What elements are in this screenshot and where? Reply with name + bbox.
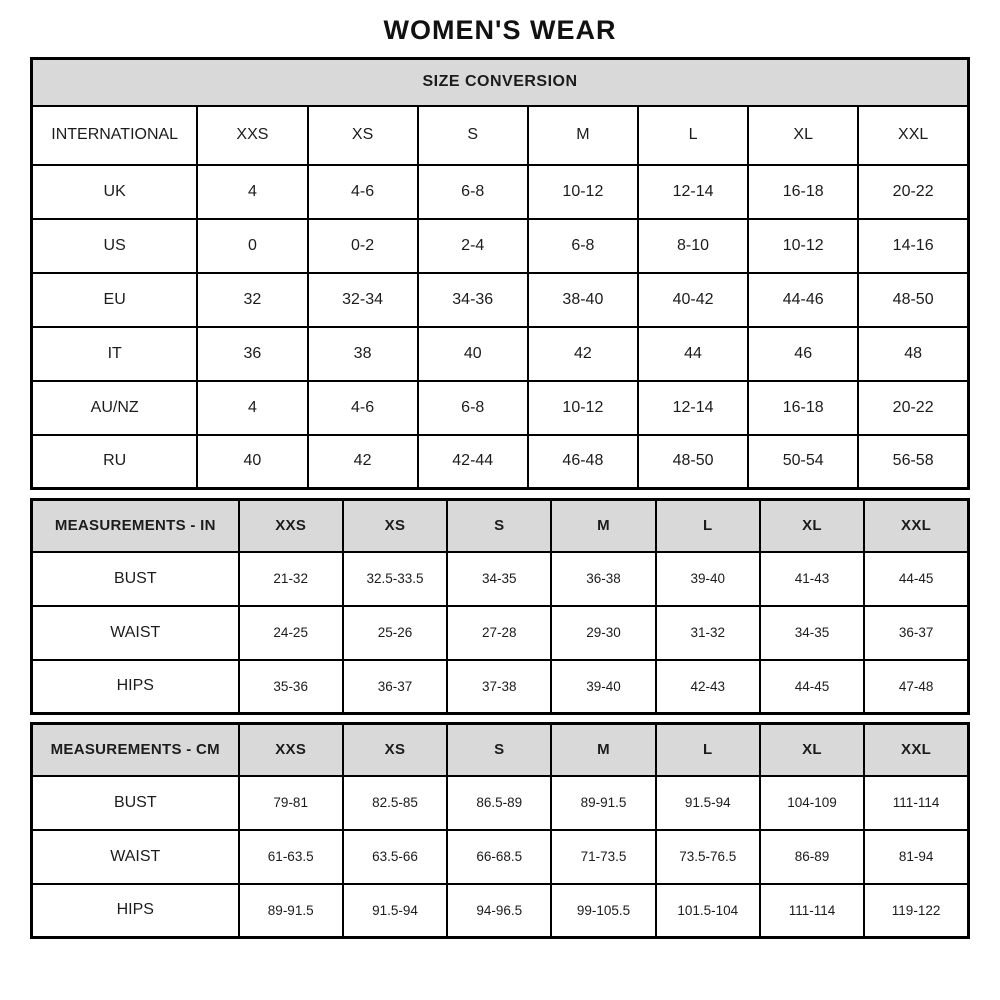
size-value-cell: 32 (197, 273, 307, 327)
size-value-cell: 38 (308, 327, 418, 381)
size-value-cell: 6-8 (528, 219, 638, 273)
size-value-cell: 6-8 (418, 381, 528, 435)
row-label: AU/NZ (32, 381, 198, 435)
row-label: WAIST (32, 606, 239, 660)
table-row (32, 273, 969, 327)
size-value-cell: 6-8 (418, 165, 528, 219)
measurement-value-cell: 94-96.5 (447, 884, 551, 938)
size-value-cell: 46-48 (528, 435, 638, 489)
measurement-value-cell: 37-38 (447, 660, 551, 714)
size-column-header: XXS (197, 106, 307, 165)
measurement-value-cell: 25-26 (343, 606, 447, 660)
size-value-cell: 0 (197, 219, 307, 273)
size-value-cell: 12-14 (638, 165, 748, 219)
measurements-cm-table (30, 722, 970, 939)
table-row (32, 884, 969, 938)
size-value-cell: 42 (308, 435, 418, 489)
measurement-value-cell: 82.5-85 (343, 776, 447, 830)
size-column-header: L (638, 106, 748, 165)
measurement-value-cell: 34-35 (760, 606, 864, 660)
measurement-value-cell: 99-105.5 (551, 884, 655, 938)
measurement-value-cell: 101.5-104 (656, 884, 760, 938)
measurement-value-cell: 44-45 (864, 552, 968, 606)
table-row (32, 776, 969, 830)
size-column-header: S (447, 500, 551, 552)
measurements-in-body (32, 500, 969, 714)
table-row (32, 327, 969, 381)
measurement-value-cell: 34-35 (447, 552, 551, 606)
size-value-cell: 4 (197, 165, 307, 219)
table-row (32, 500, 969, 552)
table-row (32, 830, 969, 884)
row-label: BUST (32, 552, 239, 606)
measurement-value-cell: 111-114 (760, 884, 864, 938)
measurement-value-cell: 32.5-33.5 (343, 552, 447, 606)
size-column-header: XS (343, 724, 447, 776)
measurement-value-cell: 119-122 (864, 884, 968, 938)
measurement-value-cell: 39-40 (551, 660, 655, 714)
size-column-header: L (656, 724, 760, 776)
measurement-value-cell: 31-32 (656, 606, 760, 660)
measurement-value-cell: 36-37 (864, 606, 968, 660)
size-value-cell: 46 (748, 327, 858, 381)
measurements-header: MEASUREMENTS - CM (32, 724, 239, 776)
size-value-cell: 4-6 (308, 165, 418, 219)
table-row (32, 106, 969, 165)
size-value-cell: 40 (418, 327, 528, 381)
size-column-header: XL (748, 106, 858, 165)
size-column-header: S (447, 724, 551, 776)
size-value-cell: 32-34 (308, 273, 418, 327)
size-value-cell: 16-18 (748, 381, 858, 435)
size-column-header: L (656, 500, 760, 552)
measurement-value-cell: 63.5-66 (343, 830, 447, 884)
size-value-cell: 40 (197, 435, 307, 489)
row-label: HIPS (32, 660, 239, 714)
measurement-value-cell: 27-28 (447, 606, 551, 660)
size-column-header: M (551, 500, 655, 552)
table-row (32, 435, 969, 489)
measurement-value-cell: 61-63.5 (239, 830, 343, 884)
measurement-value-cell: 66-68.5 (447, 830, 551, 884)
measurement-value-cell: 29-30 (551, 606, 655, 660)
measurement-value-cell: 42-43 (656, 660, 760, 714)
measurement-value-cell: 89-91.5 (239, 884, 343, 938)
row-label: WAIST (32, 830, 239, 884)
measurement-value-cell: 71-73.5 (551, 830, 655, 884)
size-value-cell: 10-12 (528, 381, 638, 435)
size-value-cell: 4-6 (308, 381, 418, 435)
size-value-cell: 14-16 (858, 219, 968, 273)
measurement-value-cell: 44-45 (760, 660, 864, 714)
size-value-cell: 20-22 (858, 165, 968, 219)
measurement-value-cell: 36-38 (551, 552, 655, 606)
row-label: RU (32, 435, 198, 489)
size-value-cell: 4 (197, 381, 307, 435)
measurement-value-cell: 86.5-89 (447, 776, 551, 830)
table-row (32, 606, 969, 660)
size-value-cell: 42-44 (418, 435, 528, 489)
table-row (32, 59, 969, 106)
page-title: WOMEN'S WEAR (383, 15, 617, 45)
measurement-value-cell: 24-25 (239, 606, 343, 660)
size-column-header: XXL (864, 500, 968, 552)
row-label: HIPS (32, 884, 239, 938)
size-column-header: M (528, 106, 638, 165)
size-column-header: XL (760, 724, 864, 776)
measurement-value-cell: 36-37 (343, 660, 447, 714)
size-column-header: XS (308, 106, 418, 165)
measurements-header: MEASUREMENTS - IN (32, 500, 239, 552)
size-value-cell: 16-18 (748, 165, 858, 219)
measurement-value-cell: 39-40 (656, 552, 760, 606)
measurement-value-cell: 35-36 (239, 660, 343, 714)
size-value-cell: 36 (197, 327, 307, 381)
row-label: UK (32, 165, 198, 219)
measurement-value-cell: 91.5-94 (343, 884, 447, 938)
size-column-header: XXL (858, 106, 968, 165)
size-value-cell: 50-54 (748, 435, 858, 489)
size-value-cell: 48-50 (858, 273, 968, 327)
size-conversion-header: SIZE CONVERSION (32, 59, 969, 106)
size-value-cell: 44-46 (748, 273, 858, 327)
measurement-value-cell: 104-109 (760, 776, 864, 830)
measurement-value-cell: 41-43 (760, 552, 864, 606)
size-column-header: XL (760, 500, 864, 552)
size-value-cell: 38-40 (528, 273, 638, 327)
size-value-cell: 44 (638, 327, 748, 381)
size-conversion-table (30, 57, 970, 490)
size-column-header: XXS (239, 500, 343, 552)
size-value-cell: 0-2 (308, 219, 418, 273)
table-row (32, 552, 969, 606)
measurements-in-table (30, 498, 970, 715)
measurement-value-cell: 73.5-76.5 (656, 830, 760, 884)
size-value-cell: 42 (528, 327, 638, 381)
table-row (32, 219, 969, 273)
measurement-value-cell: 91.5-94 (656, 776, 760, 830)
size-value-cell: 48 (858, 327, 968, 381)
measurement-value-cell: 86-89 (760, 830, 864, 884)
size-value-cell: 10-12 (748, 219, 858, 273)
size-value-cell: 40-42 (638, 273, 748, 327)
size-value-cell: 12-14 (638, 381, 748, 435)
measurement-value-cell: 81-94 (864, 830, 968, 884)
size-value-cell: 8-10 (638, 219, 748, 273)
size-column-header: XS (343, 500, 447, 552)
measurement-value-cell: 111-114 (864, 776, 968, 830)
measurement-value-cell: 47-48 (864, 660, 968, 714)
size-value-cell: 34-36 (418, 273, 528, 327)
row-label: US (32, 219, 198, 273)
table-row (32, 660, 969, 714)
row-label: IT (32, 327, 198, 381)
table-row (32, 165, 969, 219)
size-value-cell: 2-4 (418, 219, 528, 273)
size-column-header: XXS (239, 724, 343, 776)
size-column-header: S (418, 106, 528, 165)
size-value-cell: 10-12 (528, 165, 638, 219)
table-row (32, 381, 969, 435)
size-value-cell: 56-58 (858, 435, 968, 489)
row-label: EU (32, 273, 198, 327)
measurements-cm-body (32, 724, 969, 938)
size-column-header: M (551, 724, 655, 776)
measurement-value-cell: 21-32 (239, 552, 343, 606)
size-conversion-body (32, 59, 969, 489)
measurement-value-cell: 79-81 (239, 776, 343, 830)
size-value-cell: 48-50 (638, 435, 748, 489)
row-label: BUST (32, 776, 239, 830)
size-column-header: XXL (864, 724, 968, 776)
measurement-value-cell: 89-91.5 (551, 776, 655, 830)
size-value-cell: 20-22 (858, 381, 968, 435)
table-row (32, 724, 969, 776)
row-label: INTERNATIONAL (32, 106, 198, 165)
